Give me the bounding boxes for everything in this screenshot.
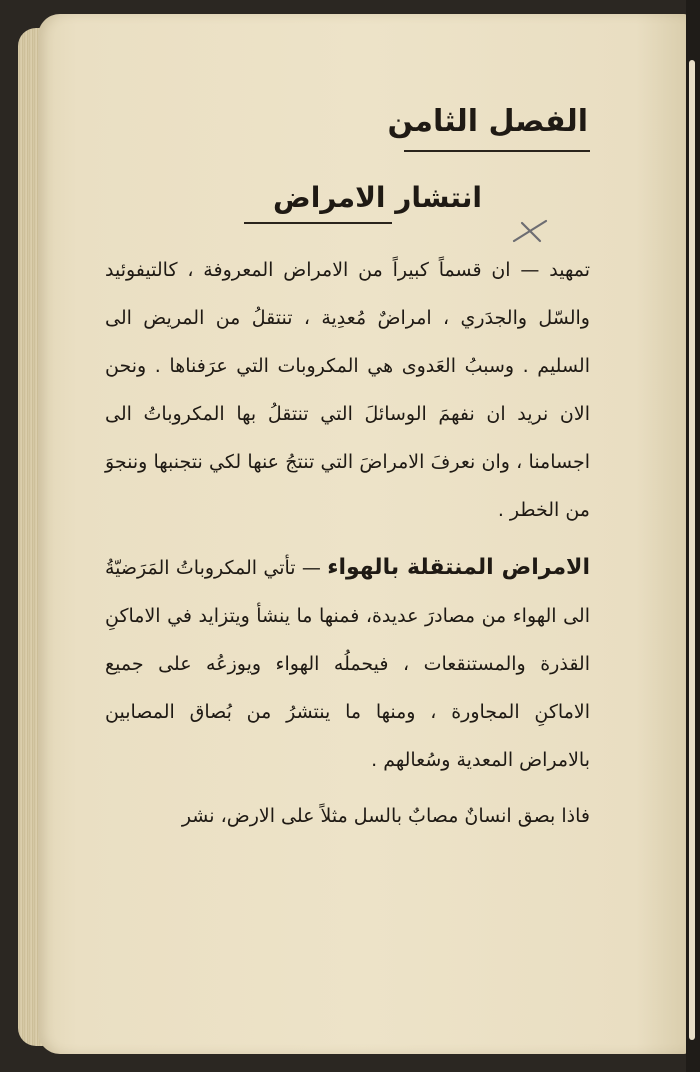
- section-title: انتشار الامراض: [273, 181, 482, 214]
- paragraph-introduction: تمهيد — ان قسماً كبيراً من الامراض المعروفة ، كالتيفوئيد والسّل والجدَري ، امراضٌ مُعدِية ، تنتقلُ من المريض الى السليم . وسببُ العَدوى هي المكروبات التي عرَفناها . ونحن الان نريد ان نفهمَ الوسائلَ التي تنتقلُ بها المكروباتُ الى اجسامنا ، وان نعرفَ الامراضَ التي تنتجُ عنها لكي نتجنبها وننجوَ من الخطر .: [105, 259, 590, 521]
- chapter-title: الفصل الثامن: [387, 104, 588, 139]
- page-text-area: [105, 100, 590, 840]
- paragraph-airborne-diseases: [105, 544, 590, 784]
- right-page-strip: [686, 0, 700, 1072]
- section-title-underline: [244, 222, 392, 224]
- paragraph-heading-airborne: الامراض المنتقلة بالهواء: [327, 555, 590, 580]
- paragraph-airborne-body: — تأتي المكروباتُ المَرَضيّةُ الى الهواء من مصادرَ عديدة، فمنها ما ينشأ ويتزايد في الاماكنِ القذرة والمستنقعات ، فيحملُه الهواء ويوزعُه على جميع الاماكنِ المجاورة ، ومنها ما ينتشرُ من بُصاق المصابين بالامراض المعدية وسُعالهم .: [105, 557, 590, 771]
- paragraph-continuation: فاذا بصق انسانٌ مصابٌ بالسل مثلاً على الارض، نشر: [181, 805, 590, 827]
- chapter-title-underline: [404, 150, 590, 152]
